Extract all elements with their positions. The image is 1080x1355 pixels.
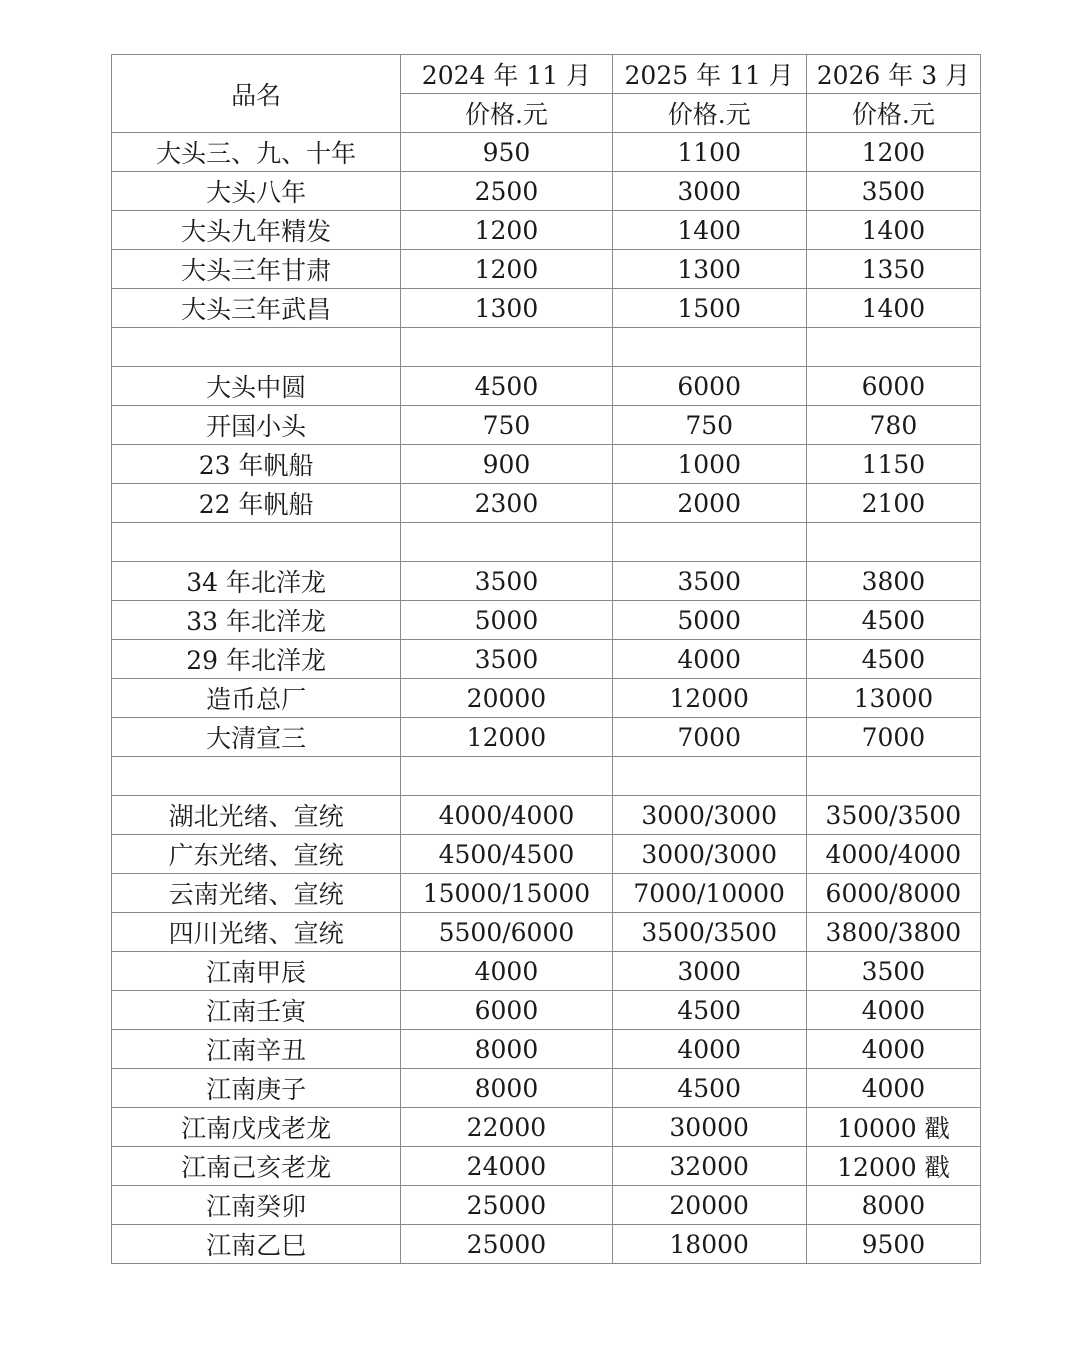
item-name-cell: 四川光绪、宣统	[112, 913, 401, 952]
price-2025-11-cell: 7000	[612, 718, 806, 757]
price-2024-11-cell	[401, 757, 612, 796]
item-name-cell: 大头九年精发	[112, 211, 401, 250]
table-row	[112, 289, 981, 328]
table-row	[112, 640, 981, 679]
item-name-cell: 大头八年	[112, 172, 401, 211]
item-name-cell: 23 年帆船	[112, 445, 401, 484]
table-row	[112, 718, 981, 757]
table-row	[112, 250, 981, 289]
table-row	[112, 796, 981, 835]
table-row	[112, 445, 981, 484]
price-2026-03-cell: 12000 戳	[806, 1147, 980, 1186]
price-2024-11-cell: 8000	[401, 1030, 612, 1069]
header-period-2024-11: 2024 年 11 月	[401, 55, 612, 94]
table-row	[112, 1225, 981, 1264]
table-row	[112, 1186, 981, 1225]
price-2025-11-cell	[612, 328, 806, 367]
item-name-cell	[112, 328, 401, 367]
price-2026-03-cell	[806, 523, 980, 562]
item-name-cell: 广东光绪、宣统	[112, 835, 401, 874]
price-2025-11-cell	[612, 523, 806, 562]
table-body	[112, 133, 981, 1264]
item-name-cell: 江南戊戌老龙	[112, 1108, 401, 1147]
table-row	[112, 406, 981, 445]
item-name-cell: 大清宣三	[112, 718, 401, 757]
price-2024-11-cell: 25000	[401, 1186, 612, 1225]
price-2026-03-cell: 4500	[806, 640, 980, 679]
header-name-cell: 品名	[112, 55, 401, 133]
price-2026-03-cell: 9500	[806, 1225, 980, 1264]
price-2025-11-cell: 32000	[612, 1147, 806, 1186]
item-name-cell	[112, 523, 401, 562]
table-row	[112, 328, 981, 367]
price-2026-03-cell: 1400	[806, 289, 980, 328]
price-2025-11-cell: 3500/3500	[612, 913, 806, 952]
price-2024-11-cell: 20000	[401, 679, 612, 718]
price-2026-03-cell: 780	[806, 406, 980, 445]
price-2026-03-cell: 1200	[806, 133, 980, 172]
item-name-cell: 开国小头	[112, 406, 401, 445]
item-name-cell: 造币总厂	[112, 679, 401, 718]
price-2026-03-cell: 8000	[806, 1186, 980, 1225]
item-name-cell: 江南己亥老龙	[112, 1147, 401, 1186]
price-2025-11-cell: 2000	[612, 484, 806, 523]
price-2026-03-cell	[806, 757, 980, 796]
price-2024-11-cell	[401, 523, 612, 562]
table-row	[112, 952, 981, 991]
price-2025-11-cell	[612, 757, 806, 796]
price-2024-11-cell: 4000	[401, 952, 612, 991]
price-2025-11-cell: 3500	[612, 562, 806, 601]
price-2025-11-cell: 12000	[612, 679, 806, 718]
price-2026-03-cell: 3800/3800	[806, 913, 980, 952]
table-row	[112, 172, 981, 211]
price-2024-11-cell: 2300	[401, 484, 612, 523]
price-2026-03-cell: 4000	[806, 991, 980, 1030]
price-2026-03-cell: 6000	[806, 367, 980, 406]
header-period-2025-11: 2025 年 11 月	[612, 55, 806, 94]
header-unit-2026-03: 价格.元	[806, 94, 980, 133]
price-2024-11-cell: 1300	[401, 289, 612, 328]
table-row	[112, 601, 981, 640]
price-2026-03-cell: 2100	[806, 484, 980, 523]
price-2025-11-cell: 3000/3000	[612, 835, 806, 874]
price-2026-03-cell: 4000	[806, 1069, 980, 1108]
price-2026-03-cell: 6000/8000	[806, 874, 980, 913]
item-name-cell: 江南壬寅	[112, 991, 401, 1030]
price-2026-03-cell: 4000	[806, 1030, 980, 1069]
price-table	[111, 54, 981, 1264]
price-2025-11-cell: 30000	[612, 1108, 806, 1147]
item-name-cell: 大头三年甘肃	[112, 250, 401, 289]
table-row	[112, 679, 981, 718]
price-2025-11-cell: 7000/10000	[612, 874, 806, 913]
header-unit-2025-11: 价格.元	[612, 94, 806, 133]
price-2025-11-cell: 1100	[612, 133, 806, 172]
price-2025-11-cell: 1500	[612, 289, 806, 328]
price-2024-11-cell: 3500	[401, 562, 612, 601]
price-2024-11-cell: 4500	[401, 367, 612, 406]
price-2025-11-cell: 6000	[612, 367, 806, 406]
price-2026-03-cell: 3500/3500	[806, 796, 980, 835]
table-row	[112, 757, 981, 796]
table-row	[112, 367, 981, 406]
item-name-cell: 大头中圆	[112, 367, 401, 406]
price-2026-03-cell	[806, 328, 980, 367]
table-row	[112, 1030, 981, 1069]
price-2024-11-cell: 5000	[401, 601, 612, 640]
price-2025-11-cell: 4000	[612, 1030, 806, 1069]
item-name-cell	[112, 757, 401, 796]
price-2026-03-cell: 1400	[806, 211, 980, 250]
price-2025-11-cell: 4500	[612, 1069, 806, 1108]
price-2024-11-cell: 2500	[401, 172, 612, 211]
item-name-cell: 34 年北洋龙	[112, 562, 401, 601]
price-2025-11-cell: 3000	[612, 172, 806, 211]
price-2024-11-cell: 4000/4000	[401, 796, 612, 835]
price-2025-11-cell: 1300	[612, 250, 806, 289]
price-2024-11-cell: 25000	[401, 1225, 612, 1264]
price-2025-11-cell: 5000	[612, 601, 806, 640]
price-2026-03-cell: 4000/4000	[806, 835, 980, 874]
price-2024-11-cell: 900	[401, 445, 612, 484]
price-2024-11-cell: 750	[401, 406, 612, 445]
table-header	[112, 55, 981, 133]
price-2025-11-cell: 18000	[612, 1225, 806, 1264]
table-row	[112, 484, 981, 523]
item-name-cell: 33 年北洋龙	[112, 601, 401, 640]
item-name-cell: 22 年帆船	[112, 484, 401, 523]
price-2025-11-cell: 1000	[612, 445, 806, 484]
header-row-periods	[112, 55, 981, 94]
price-2026-03-cell: 1150	[806, 445, 980, 484]
price-2025-11-cell: 4500	[612, 991, 806, 1030]
item-name-cell: 大头三年武昌	[112, 289, 401, 328]
price-2024-11-cell: 15000/15000	[401, 874, 612, 913]
price-2024-11-cell: 1200	[401, 211, 612, 250]
price-2024-11-cell: 12000	[401, 718, 612, 757]
price-2025-11-cell: 1400	[612, 211, 806, 250]
item-name-cell: 云南光绪、宣统	[112, 874, 401, 913]
price-2024-11-cell: 5500/6000	[401, 913, 612, 952]
price-2024-11-cell	[401, 328, 612, 367]
price-2024-11-cell: 24000	[401, 1147, 612, 1186]
table-row	[112, 835, 981, 874]
table-row	[112, 523, 981, 562]
price-2024-11-cell: 1200	[401, 250, 612, 289]
price-2026-03-cell: 4500	[806, 601, 980, 640]
item-name-cell: 江南甲辰	[112, 952, 401, 991]
price-2026-03-cell: 10000 戳	[806, 1108, 980, 1147]
price-2026-03-cell: 13000	[806, 679, 980, 718]
item-name-cell: 大头三、九、十年	[112, 133, 401, 172]
table-row	[112, 562, 981, 601]
price-2024-11-cell: 8000	[401, 1069, 612, 1108]
item-name-cell: 江南庚子	[112, 1069, 401, 1108]
table-row	[112, 1069, 981, 1108]
price-2026-03-cell: 3500	[806, 952, 980, 991]
price-2025-11-cell: 3000/3000	[612, 796, 806, 835]
table-row	[112, 1147, 981, 1186]
price-2024-11-cell: 4500/4500	[401, 835, 612, 874]
item-name-cell: 江南癸卯	[112, 1186, 401, 1225]
price-2024-11-cell: 22000	[401, 1108, 612, 1147]
item-name-cell: 江南乙巳	[112, 1225, 401, 1264]
item-name-cell: 29 年北洋龙	[112, 640, 401, 679]
price-2025-11-cell: 3000	[612, 952, 806, 991]
table-row	[112, 133, 981, 172]
table-row	[112, 874, 981, 913]
table-row	[112, 1108, 981, 1147]
price-2026-03-cell: 3500	[806, 172, 980, 211]
price-2025-11-cell: 750	[612, 406, 806, 445]
item-name-cell: 湖北光绪、宣统	[112, 796, 401, 835]
header-unit-2024-11: 价格.元	[401, 94, 612, 133]
price-2025-11-cell: 20000	[612, 1186, 806, 1225]
table-row	[112, 211, 981, 250]
table-row	[112, 913, 981, 952]
price-2024-11-cell: 6000	[401, 991, 612, 1030]
price-2026-03-cell: 3800	[806, 562, 980, 601]
item-name-cell: 江南辛丑	[112, 1030, 401, 1069]
header-period-2026-03: 2026 年 3 月	[806, 55, 980, 94]
table-row	[112, 991, 981, 1030]
price-2025-11-cell: 4000	[612, 640, 806, 679]
price-2026-03-cell: 1350	[806, 250, 980, 289]
price-2024-11-cell: 950	[401, 133, 612, 172]
price-2026-03-cell: 7000	[806, 718, 980, 757]
price-2024-11-cell: 3500	[401, 640, 612, 679]
